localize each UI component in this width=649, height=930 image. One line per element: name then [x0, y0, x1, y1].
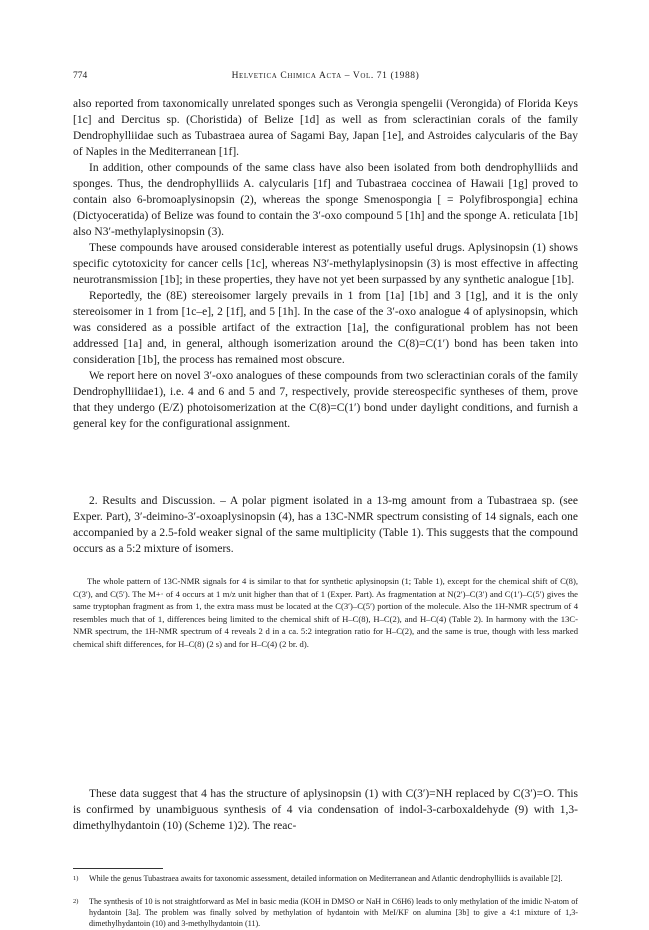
paragraph-7: These data suggest that 4 has the structure of aplysinopsin (1) with C(3′)=NH replaced by C(3′)=O. This is confirmed by unambiguous synthesis of 4 via condensation of indol-3-carboxaldehyde (9) with 1,3-dimethylhydantoin (10) (Scheme 1)2). The reac- [73, 788, 578, 832]
paragraph-5: We report here on novel 3′-oxo analogues of these compounds from two scleractinian corals of the family Dendrophylliidae1), i.e. 4 and 6 and 5 and 7, respectively, provide stereospecific syntheses of them, prove that they undergo (E/Z) photoisomerization at the C(8)=C(1′) bond under daylight conditions, and furnish a general key for the configurational assignment. [73, 370, 578, 430]
body-text-top [73, 96, 578, 432]
body-text-bottom [73, 786, 578, 834]
paragraph-4: Reportedly, the (8E) stereoisomer largely prevails in 1 from [1a] [1b] and 3 [1g], and it is the only stereoisomer in 1 from [1c–e], 2 [1f], and 5 [1h]. In the case of the 3′-oxo analogue 4 of aplysinopsin, which was considered as a possible artifact of the extraction [1a], the configurational problem has not been addressed [1a] and, in general, although isomerization around the C(8)=C(1′) bond has been taken into consideration [1b], the process has remained most obscure. [73, 290, 578, 366]
page-number: 774 [73, 71, 88, 81]
footnote-mark: 2) [73, 898, 79, 905]
paragraph-1: also reported from taxonomically unrelated sponges such as Verongia spengelii (Verongida) of Florida Keys [1c] and Dercitus sp. (Choristida) of Belize [1d] as well as from scleractinian corals of the family Dendrophylliidae such as Tubastraea aurea of Sagami Bay, Japan [1e], and Astroides calycularis of the Bay of Naples in the Mediterranean [1f]. [73, 98, 578, 158]
page-header [73, 71, 578, 85]
footnote-text: While the genus Tubastraea awaits for taxonomic assessment, detailed information on Mediterranean and Atlantic dendrophylliids is available [2]. [89, 874, 563, 883]
footnote-mark: 1) [73, 875, 79, 882]
paragraph-2: In addition, other compounds of the same class have also been isolated from both dendrophylliids and sponges. Thus, the dendrophylliids A. calycularis [1f] and Tubastraea coccinea of Hawaii [1g] proved to contain also 6-bromoaplysinopsin (2), whereas the sponge Smenospongia [ = Polyfibrospongia] echina (Dictyoceratida) of Belize was found to contain the 3′-oxo compound 5 [1h] and the sponge A. reticulata [1b] also N3′-methylaplysinopsin (3). [73, 162, 578, 238]
paragraph-results: 2. Results and Discussion. – A polar pigment isolated in a 13-mg amount from a Tubastraea sp. (see Exper. Part), 3′-deimino-3′-oxoaplysinopsin (4), has a 13C-NMR spectrum consisting of 14 signals, each one accompanied by a 2.5-fold weaker signal of the same multiplicity (Table 1). This suggests that the compound occurs as a 5:2 mixture of isomers. [73, 495, 578, 555]
footnote-rule [73, 868, 163, 869]
footnote-text: The synthesis of 10 is not straightforward as MeI in basic media (KOH in DMSO or NaH in C6H6) leads to only methylation of the imidic N-atom of hydantoin [3a]. The problem was finally solved by methylation of hydantoin with MeI/KF on alumina [3b] to give a 4:1 mixture of 1,3-dimethylhydantoin (10) and 3-methylhydantoin (11). [89, 897, 578, 929]
small-print-paragraph [73, 575, 578, 650]
footnote-1 [73, 873, 578, 884]
paragraph-small: The whole pattern of 13C-NMR signals for 4 is similar to that for synthetic aplysinopsin (1; Table 1), except for the chemical shift of C(8), C(3′), and C(5′). The M+· of 4 occurs at 1 m/z unit higher than that of 1 (Exper. Part). As fragmentation at N(2′)–C(3′) and C(1′)–C(5′) gives the same tryptophan fragment as from 1, the extra mass must be located at the C(3′)–C(5′) portion of the molecule. Also the 1H-NMR spectrum of 4 resembles much that of 1, differences being limited to the chemical shift of H–C(8), H–C(2), and H–C(4) (Table 2). In harmony with the 13C-NMR spectrum, the 1H-NMR spectrum of 4 reveals 2 d in a ca. 5:2 integration ratio for H–C(2), and the same is true, though with less marked chemical shift differences, for H–C(8) (2 s) and for H–C(4) (2 br. d). [73, 576, 578, 649]
results-section [73, 493, 578, 557]
running-title: Helvetica Chimica Acta – Vol. 71 (1988) [231, 71, 420, 81]
paragraph-3: These compounds have aroused considerable interest as potentially useful drugs. Aplysinopsin (1) shows specific cytotoxicity for cancer cells [1c], whereas N3′-methylaplysinopsin (3) is most effective in affecting neurotransmission [1b]; in these properties, they have not yet been surpassed by any synthetic analogue [1b]. [73, 242, 578, 286]
